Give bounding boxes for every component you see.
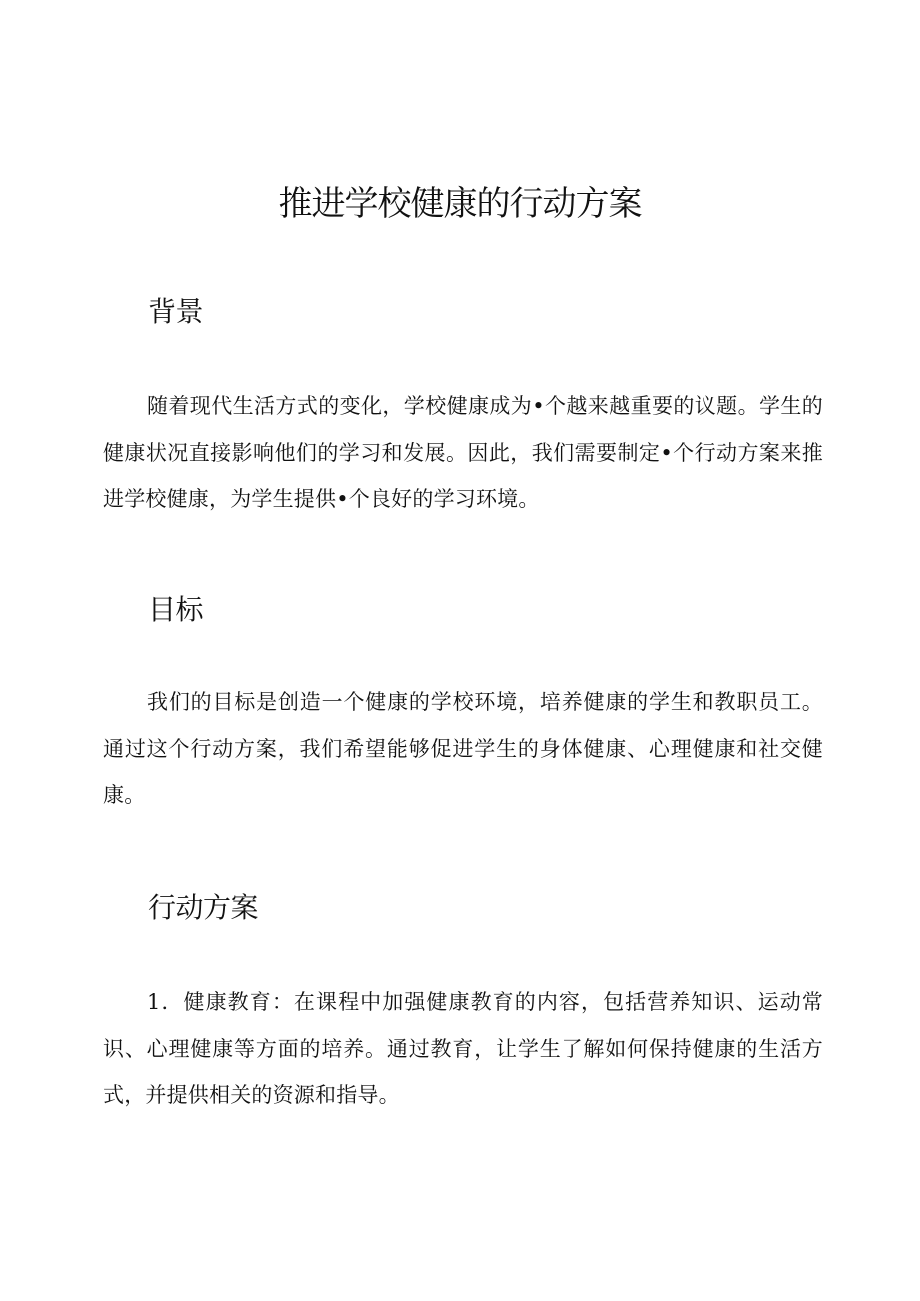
section-heading-goal: 目标 bbox=[148, 593, 204, 626]
section-heading-action-plan: 行动方案 bbox=[148, 891, 259, 924]
section-heading-background: 背景 bbox=[148, 295, 204, 328]
section-paragraph-action-plan: 1．健康教育：在课程中加强健康教育的内容，包括营养知识、运动常识、心理健康等方面的培养。通过教育，让学生了解如何保持健康的生活方式，并提供相关的资源和指导。 bbox=[103, 990, 823, 1107]
section-paragraph-goal: 我们的目标是创造一个健康的学校环境，培养健康的学生和教职员工。通过这个行动方案，我们希望能够促进学生的身体健康、心理健康和社交健康。 bbox=[103, 690, 823, 807]
document-title: 推进学校健康的行动方案 bbox=[278, 184, 642, 224]
section-paragraph-background: 随着现代生活方式的变化，学校健康成为•个越来越重要的议题。学生的健康状况直接影响他们的学习和发展。因此，我们需要制定•个行动方案来推进学校健康，为学生提供•个良好的学习环境。 bbox=[103, 394, 823, 511]
